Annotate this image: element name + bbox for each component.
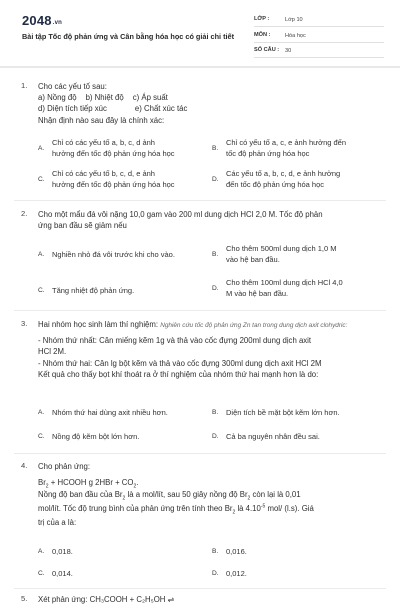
option-line: tốc độ phản ứng hóa học: [226, 148, 310, 158]
eq-part: .: [136, 478, 139, 488]
question-line: HCl 2M.: [38, 347, 67, 357]
question-number: 4.: [21, 461, 28, 470]
option-line: 0,018.: [52, 547, 73, 556]
question-line: - Nhóm thứ nhất: Cân miếng kẽm 1g và thả vào cốc đựng 200ml dung dịch axit: [38, 336, 312, 346]
text-part: mol/ (l.s). Giá: [265, 504, 314, 514]
option-letter: C.: [38, 287, 45, 294]
question-number: 3.: [21, 319, 28, 328]
question-line: Kết quả cho thấy bọt khí thoát ra ở thí nghiệm của nhóm thứ hai mạnh hơn là do:: [38, 369, 319, 379]
option-line: Cho thêm 100ml dung dịch HCl 4,0: [226, 278, 343, 287]
document-title: Bài tập Tốc độ phản ứng và Cân bằng hóa học có giải chi tiết: [22, 32, 235, 41]
text-sub: 2: [232, 509, 236, 516]
option-line: 0,014.: [52, 569, 73, 578]
question-line: Cho một mẩu đá vôi nặng 10,0 gam vào 200 ml dung dịch HCl 2,0 M. Tốc độ phản: [38, 210, 323, 219]
option-letter: D.: [212, 433, 219, 440]
question-text: [38, 461, 383, 530]
question-ask: Nhận định nào sau đây là chính xác:: [38, 115, 165, 125]
eq-part: + HCOOH g 2HBr + CO: [48, 478, 134, 488]
factor-item: e) Chất xúc tác: [134, 104, 188, 114]
question-number: 2.: [21, 209, 28, 218]
meta-key: MÔN :: [254, 32, 271, 38]
factor-item: c) Áp suất: [132, 93, 168, 103]
question-text: [38, 81, 383, 126]
site-logo[interactable]: [22, 13, 62, 28]
option-line: Chỉ có các yếu tố b, c, d, e ảnh: [52, 169, 155, 178]
question-line: ứng ban đầu sẽ giảm nếu: [38, 221, 127, 231]
factor-item: b) Nhiệt độ: [85, 93, 124, 103]
option-line: Tăng nhiệt độ phản ứng.: [52, 286, 135, 295]
option-line: Diện tích bề mặt bột kẽm lớn hơn.: [226, 408, 340, 417]
option-line: M vào hệ ban đầu.: [226, 288, 289, 298]
text-part: là 4.10: [235, 504, 261, 514]
question-line: Xét phản ứng: CH₃COOH + C₂H₅OH ⇌: [38, 595, 175, 604]
question-intro: Cho phản ứng:: [38, 462, 91, 471]
meta-key: SỐ CÂU :: [254, 47, 280, 53]
option-letter: B.: [212, 409, 219, 416]
logo-text: 2048: [22, 13, 52, 28]
text-part: Nồng độ ban đầu của Br: [38, 490, 123, 500]
factor-item: d) Diện tích tiếp xúc: [38, 104, 107, 114]
option-line: Nghiền nhỏ đá vôi trước khi cho vào.: [52, 250, 175, 259]
header-divider: [0, 66, 400, 68]
meta-key: LỚP :: [254, 16, 270, 22]
option-line: 0,016.: [226, 547, 247, 556]
option-line: vào hệ ban đầu.: [226, 254, 280, 264]
text-part: mol/lít. Tốc độ trung bình của phản ứng trên tính theo Br: [38, 504, 233, 514]
option-line: 0,012.: [226, 569, 247, 578]
eq-part: Br: [38, 478, 46, 488]
option-line: Các yếu tố a, b, c, d, e ảnh hưởng: [226, 169, 341, 178]
text-sub: 2: [122, 495, 126, 502]
option-letter: A.: [38, 251, 45, 258]
option-line: Cả ba nguyên nhân đều sai.: [226, 432, 320, 441]
question-line: - Nhóm thứ hai: Cân lg bột kẽm và thả vào cốc đựng 300ml dung dịch axit HCl 2M: [38, 358, 322, 368]
text-part: là a mol/lít, sau 50 giây nồng độ Br: [125, 490, 248, 500]
header: [0, 0, 400, 66]
question-separator: [14, 310, 386, 311]
reaction-equation: [38, 477, 383, 488]
meta-question-count: [254, 45, 384, 58]
option-letter: B.: [212, 251, 219, 258]
meta-value: Hóa học: [285, 33, 306, 39]
question-intro: Cho các yếu tố sau:: [38, 82, 107, 91]
option-letter: A.: [38, 145, 45, 152]
question-note: Nghiên cứu tốc độ phản ứng Zn tan trong dung dịch axit clohydric:: [160, 322, 348, 329]
question-number: 5.: [21, 594, 28, 603]
option-letter: D.: [212, 570, 219, 577]
option-line: hưởng đến tốc độ phản ứng hóa học: [52, 179, 175, 189]
question-separator: [14, 453, 386, 454]
meta-grade: [254, 14, 384, 27]
option-letter: D.: [212, 176, 219, 183]
text-part: còn lại là 0,01: [250, 490, 301, 500]
question-text: [38, 209, 383, 231]
option-letter: A.: [38, 409, 45, 416]
option-line: Cho thêm 500ml dung dịch 1,0 M: [226, 244, 337, 253]
option-line: Chỉ có yếu tố a, c, e ảnh hưởng đến: [226, 138, 347, 147]
meta-subject: [254, 30, 384, 43]
question-line: trị của a là:: [38, 518, 77, 528]
factor-item: a) Nồng độ: [38, 93, 77, 103]
meta-value: 30: [285, 48, 292, 54]
question-intro: Hai nhóm học sinh làm thí nghiệm:: [38, 320, 159, 329]
option-letter: C.: [38, 433, 45, 440]
option-letter: D.: [212, 285, 219, 292]
option-letter: C.: [38, 570, 45, 577]
logo-suffix: .vn: [52, 20, 63, 26]
eq-sub: 2: [133, 483, 137, 490]
question-separator: [14, 200, 386, 201]
option-line: hưởng đến tốc độ phản ứng hóa học: [52, 148, 175, 158]
text-sup: -5: [260, 503, 266, 510]
option-letter: B.: [212, 548, 219, 555]
option-letter: C.: [38, 176, 45, 183]
option-letter: B.: [212, 145, 219, 152]
question-separator: [14, 588, 386, 589]
option-letter: A.: [38, 548, 45, 555]
option-line: Nhóm thứ hai dùng axit nhiều hơn.: [52, 408, 168, 417]
option-line: Nồng độ kẽm bột lớn hơn.: [52, 432, 140, 441]
eq-sub: 2: [45, 483, 49, 490]
question-text: [38, 319, 383, 380]
option-line: Chỉ có các yếu tố a, b, c, d ảnh: [52, 138, 155, 147]
meta-value: Lớp 10: [285, 17, 303, 23]
question-number: 1.: [21, 81, 28, 90]
option-line: đến tốc độ phản ứng hóa học: [226, 179, 325, 189]
text-sub: 2: [247, 495, 251, 502]
